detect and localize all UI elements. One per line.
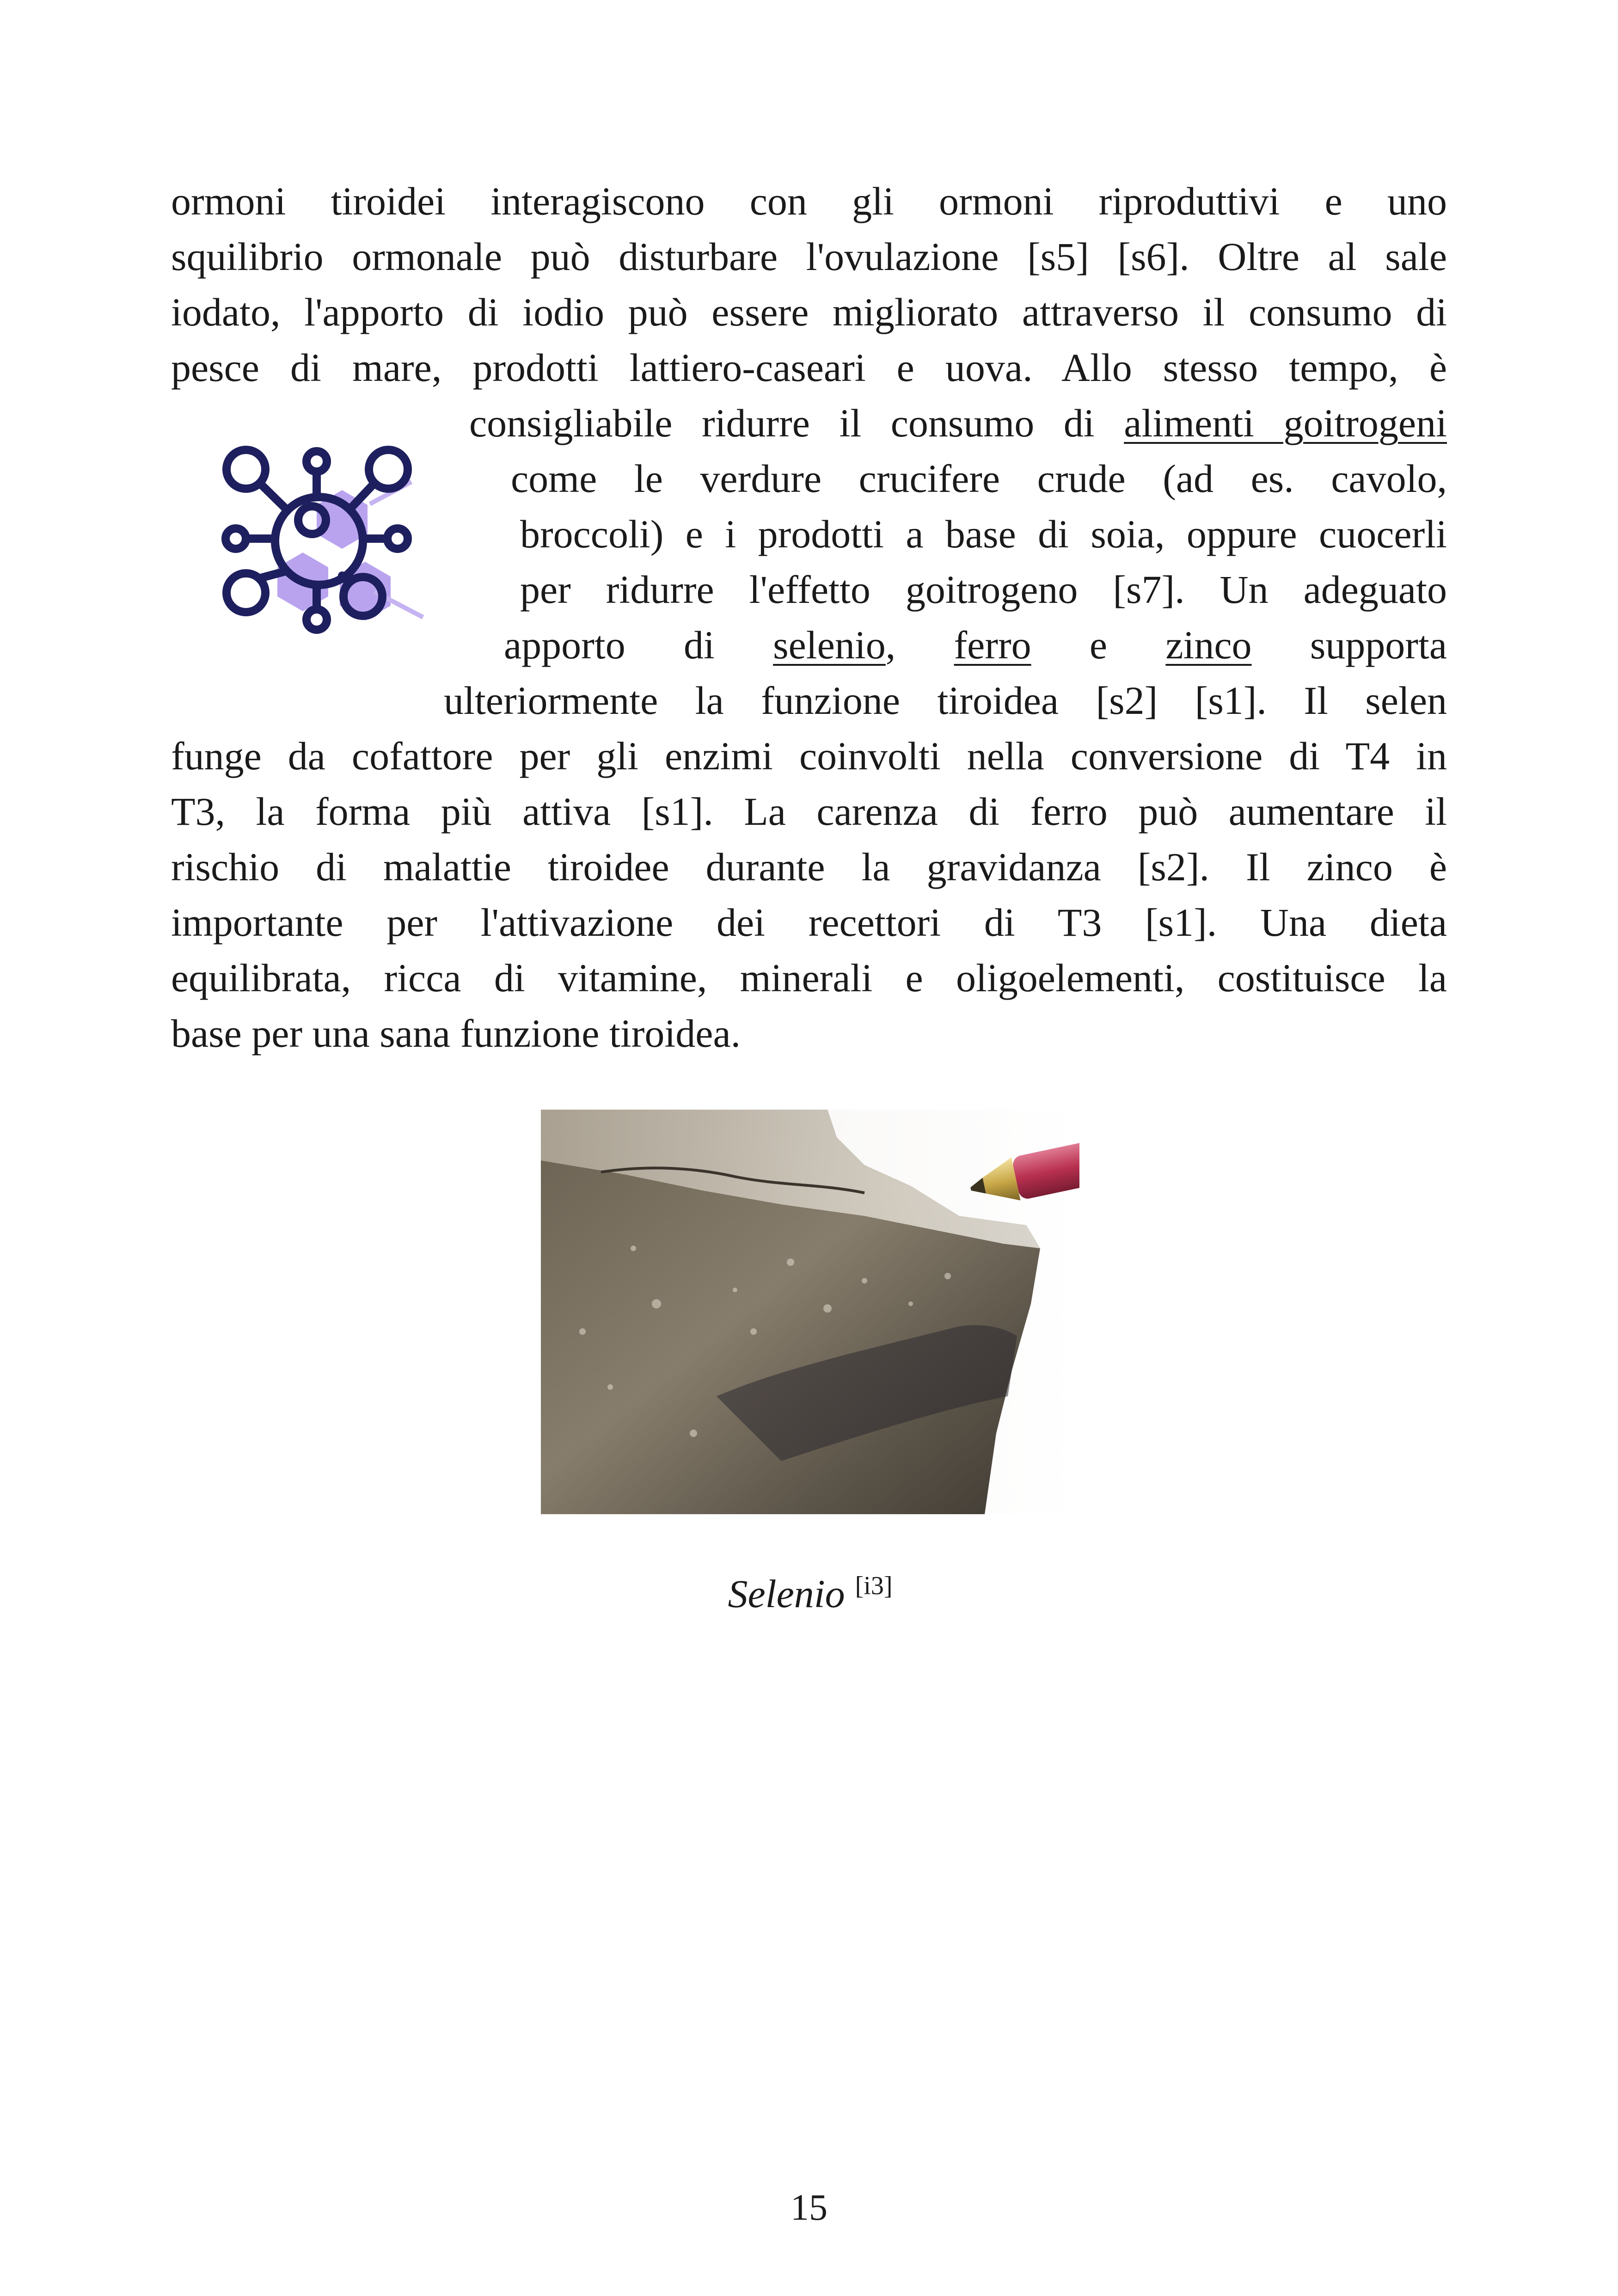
text-line-12: T3, la forma più attiva [s1]. La carenza di ferro può aumentare il bbox=[171, 789, 1447, 834]
text-line-9-start: apporto di bbox=[504, 623, 715, 667]
caption-text: Selenio bbox=[728, 1572, 845, 1616]
selenium-photo bbox=[541, 1110, 1079, 1514]
text-line-10: ulteriormente la funzione tiroidea [s2] [s1]. Il selen bbox=[444, 678, 1447, 723]
image-reference: [i3] bbox=[855, 1572, 893, 1600]
text-line-4: pesce di mare, prodotti lattiero-caseari e uova. Allo stesso tempo, è bbox=[171, 345, 1447, 390]
text-line-3: iodato, l'apporto di iodio può essere migliorato attraverso il consumo di bbox=[171, 290, 1447, 334]
comma: , bbox=[885, 623, 896, 667]
molecule-icon bbox=[217, 439, 439, 661]
link-ferro[interactable]: ferro bbox=[954, 623, 1031, 667]
link-alimenti-goitrogeni[interactable]: alimenti goitrogeni bbox=[1124, 401, 1447, 445]
text-line-2: squilibrio ormonale può disturbare l'ovulazione [s5] [s6]. Oltre al sale bbox=[171, 234, 1447, 279]
text-line-14: importante per l'attivazione dei recettori di T3 [s1]. Una dieta bbox=[171, 900, 1447, 945]
link-selenio[interactable]: selenio bbox=[773, 623, 886, 667]
text-line-5 bbox=[469, 395, 1447, 451]
text-line-11: funge da cofattore per gli enzimi coinvolti nella conversione di T4 in bbox=[171, 734, 1447, 778]
text-line-9 bbox=[504, 617, 1447, 673]
text-line-1: ormoni tiroidei interagiscono con gli ormoni riproduttivi e uno bbox=[171, 179, 1447, 223]
figure-caption bbox=[541, 1558, 1079, 1621]
word-supporta: supporta bbox=[1310, 623, 1447, 667]
link-zinco[interactable]: zinco bbox=[1165, 623, 1252, 667]
text-line-7: broccoli) e i prodotti a base di soia, oppure cuocerli bbox=[520, 512, 1447, 556]
text-line-8: per ridurre l'effetto goitrogeno [s7]. Un adeguato bbox=[520, 567, 1447, 612]
page-number: 15 bbox=[791, 2187, 827, 2228]
text-line-5-start: consigliabile ridurre il consumo di bbox=[469, 401, 1095, 445]
text-line-13: rischio di malattie tiroidee durante la gravidanza [s2]. Il zinco è bbox=[171, 845, 1447, 889]
word-e: e bbox=[1089, 623, 1108, 667]
text-line-16: base per una sana funzione tiroidea. bbox=[171, 1011, 741, 1056]
text-line-15: equilibrata, ricca di vitamine, minerali e oligoelementi, costituisce la bbox=[171, 956, 1447, 1000]
text-line-6: come le verdure crucifere crude (ad es. cavolo, bbox=[511, 456, 1447, 501]
